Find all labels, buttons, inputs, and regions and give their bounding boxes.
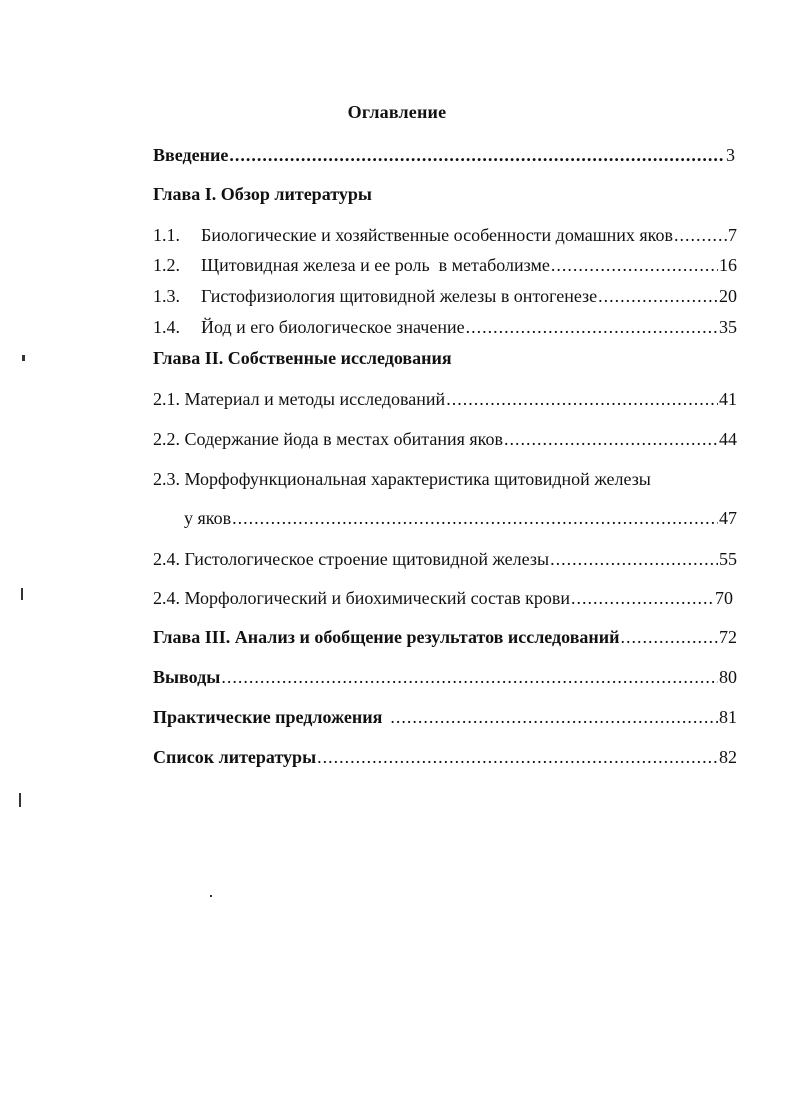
scan-speck bbox=[21, 588, 23, 600]
toc-entry-text: 2.1. Материал и методы исследований bbox=[153, 389, 446, 409]
leader-dots bbox=[466, 315, 718, 339]
toc-chapter-3[interactable] bbox=[153, 625, 737, 649]
scan-speck bbox=[210, 895, 212, 897]
leader-dots bbox=[504, 427, 718, 451]
toc-entry-2-4a[interactable] bbox=[153, 547, 737, 571]
toc-entry-text: Гистофизиология щитовидной железы в онтогенезе bbox=[201, 286, 598, 306]
toc-entry-text: 2.4. Морфологический и биохимический состав крови bbox=[153, 588, 570, 608]
toc-page-number: 16 bbox=[719, 255, 737, 275]
toc-entry-text: Щитовидная железа и ее роль в метаболизме bbox=[201, 255, 550, 275]
toc-section-number: 1.4. bbox=[153, 317, 180, 337]
leader-dots bbox=[674, 223, 727, 247]
toc-page-number: 41 bbox=[719, 389, 737, 409]
toc-chapter-2[interactable] bbox=[153, 346, 452, 370]
toc-entry-text-continued: у яков bbox=[184, 508, 232, 528]
toc-entry-references[interactable] bbox=[153, 745, 737, 769]
leader-dots bbox=[317, 745, 718, 769]
toc-entry-2-3[interactable] bbox=[153, 467, 651, 491]
toc-entry-1-3[interactable] bbox=[153, 284, 737, 308]
leader-dots bbox=[598, 284, 718, 308]
toc-entry-text: Глава III. Анализ и обобщение результатов исследований bbox=[153, 627, 620, 647]
toc-entry-text: Список литературы bbox=[153, 747, 317, 767]
toc-chapter-1[interactable] bbox=[153, 182, 372, 206]
toc-page-number: 82 bbox=[719, 747, 737, 767]
toc-section-number: 1.2. bbox=[153, 255, 180, 275]
toc-page-number: 20 bbox=[719, 286, 737, 306]
toc-page-number: 47 bbox=[719, 508, 737, 528]
leader-dots bbox=[390, 705, 718, 729]
leader-dots bbox=[550, 547, 718, 571]
toc-page-number: 44 bbox=[719, 429, 737, 449]
scan-speck bbox=[19, 793, 21, 807]
toc-entry-text: Йод и его биологическое значение bbox=[201, 317, 465, 337]
leader-dots bbox=[232, 506, 718, 530]
toc-page-number: 72 bbox=[719, 627, 737, 647]
toc-entry-1-4[interactable] bbox=[153, 315, 737, 339]
toc-entry-practical[interactable] bbox=[153, 705, 737, 729]
toc-entry-2-1[interactable] bbox=[153, 387, 737, 411]
page-title: Оглавление bbox=[347, 102, 447, 122]
toc-page-number: 55 bbox=[719, 549, 737, 569]
toc-entry-text: Глава II. Собственные исследования bbox=[153, 348, 452, 368]
scan-speck bbox=[22, 355, 25, 361]
toc-entry-2-4b[interactable] bbox=[153, 586, 733, 610]
toc-entry-1-1[interactable] bbox=[153, 223, 737, 247]
toc-entry-conclusions[interactable] bbox=[153, 665, 737, 689]
toc-entry-text: Практические предложения bbox=[153, 707, 383, 727]
toc-entry-text: 2.2. Содержание йода в местах обитания яков bbox=[153, 429, 503, 449]
toc-entry-text: Биологические и хозяйственные особенности домашних яков bbox=[201, 225, 673, 245]
toc-page-number: 81 bbox=[719, 707, 737, 727]
leader-dots bbox=[446, 387, 718, 411]
toc-entry-text: Введение bbox=[153, 145, 229, 165]
toc-page-number: 3 bbox=[726, 145, 735, 165]
toc-page-number: 80 bbox=[719, 667, 737, 687]
toc-entry-1-2[interactable] bbox=[153, 253, 737, 277]
leader-dots bbox=[229, 143, 725, 167]
toc-entry-text: Глава I. Обзор литературы bbox=[153, 184, 372, 204]
leader-dots bbox=[221, 665, 718, 689]
toc-entry-text: Выводы bbox=[153, 667, 221, 687]
toc-entry-2-3-cont[interactable] bbox=[184, 506, 737, 530]
toc-entry-intro[interactable] bbox=[153, 143, 735, 167]
toc-section-number: 1.3. bbox=[153, 286, 180, 306]
toc-entry-2-2[interactable] bbox=[153, 427, 737, 451]
leader-dots bbox=[621, 625, 718, 649]
toc-entry-text: 2.4. Гистологическое строение щитовидной железы bbox=[153, 549, 550, 569]
leader-dots bbox=[551, 253, 718, 277]
leader-dots bbox=[571, 586, 714, 610]
toc-section-number: 1.1. bbox=[153, 225, 180, 245]
toc-page-number: 35 bbox=[719, 317, 737, 337]
toc-page-number: 70 bbox=[715, 588, 733, 608]
toc-page-number: 7 bbox=[728, 225, 737, 245]
toc-entry-text: 2.3. Морфофункциональная характеристика щитовидной железы bbox=[153, 469, 651, 489]
